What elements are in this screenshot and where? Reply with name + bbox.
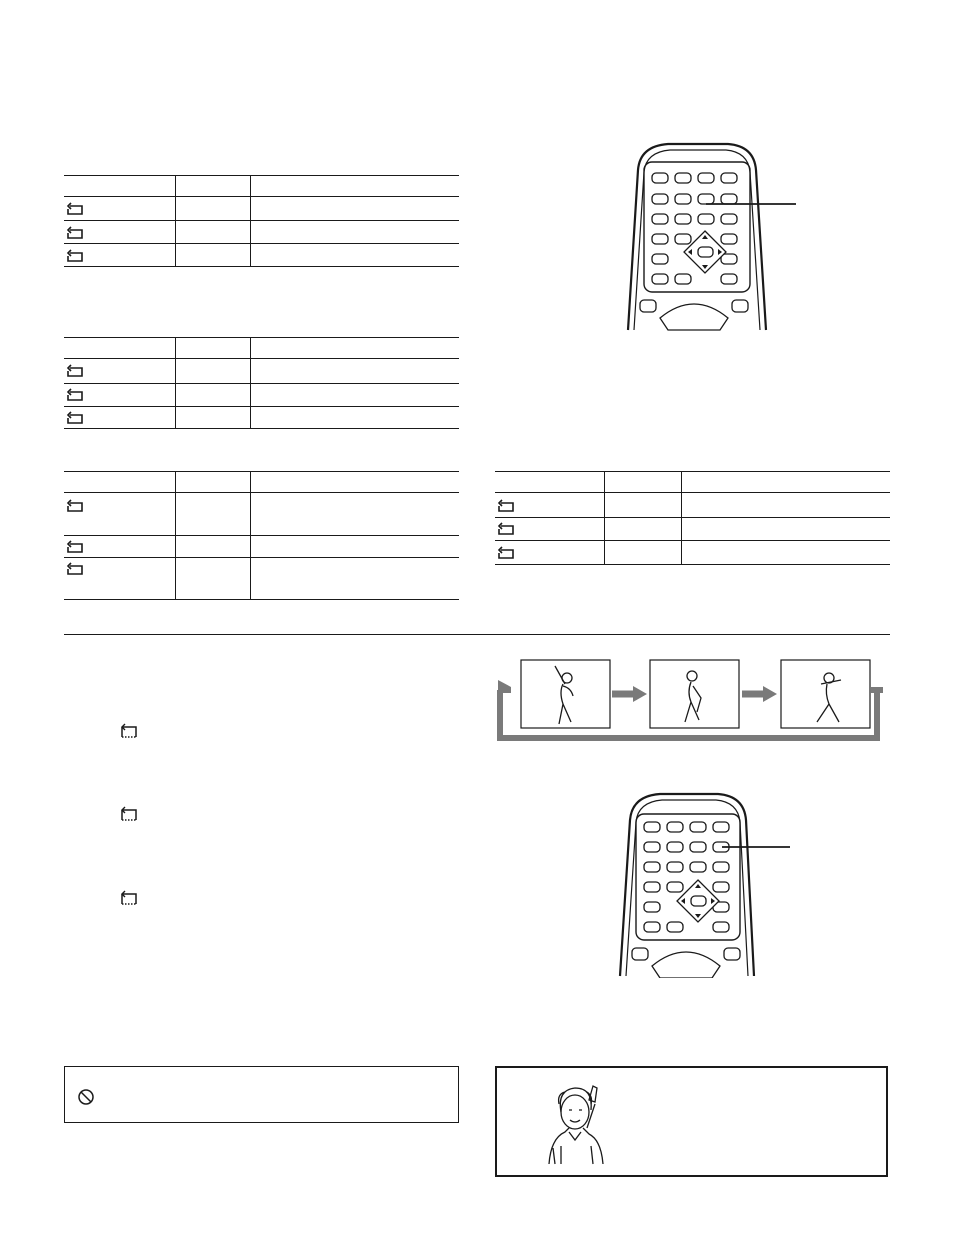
- ab-repeat-icon: [118, 888, 142, 908]
- caution-box: [64, 1066, 459, 1123]
- section-divider: [64, 634, 890, 635]
- prohibited-icon: [77, 1088, 95, 1106]
- repeat-table-2: [64, 337, 459, 429]
- repeat-icon: [64, 538, 88, 556]
- repeat-icon: [64, 224, 88, 242]
- repeat-icon: [64, 409, 88, 427]
- ab-repeat-icon: [118, 721, 142, 741]
- repeat-icon: [64, 200, 88, 218]
- repeat-table-1: [64, 175, 459, 267]
- repeat-table-3: [64, 471, 459, 600]
- ab-repeat-icon: [118, 804, 142, 824]
- repeat-icon: [495, 544, 519, 562]
- remote-control-illustration: [614, 790, 794, 978]
- repeat-icon: [64, 386, 88, 404]
- repeat-icon: [64, 497, 88, 515]
- repeat-icon: [495, 520, 519, 538]
- baseball-player-frames-illustration: [495, 658, 890, 742]
- repeat-icon: [64, 247, 88, 265]
- remote-control-illustration: [620, 140, 810, 332]
- repeat-icon: [64, 560, 88, 578]
- repeat-table-4: [495, 471, 890, 565]
- person-with-remote-illustration: [543, 1082, 609, 1166]
- tip-box: [495, 1066, 888, 1177]
- repeat-icon: [64, 362, 88, 380]
- repeat-icon: [495, 497, 519, 515]
